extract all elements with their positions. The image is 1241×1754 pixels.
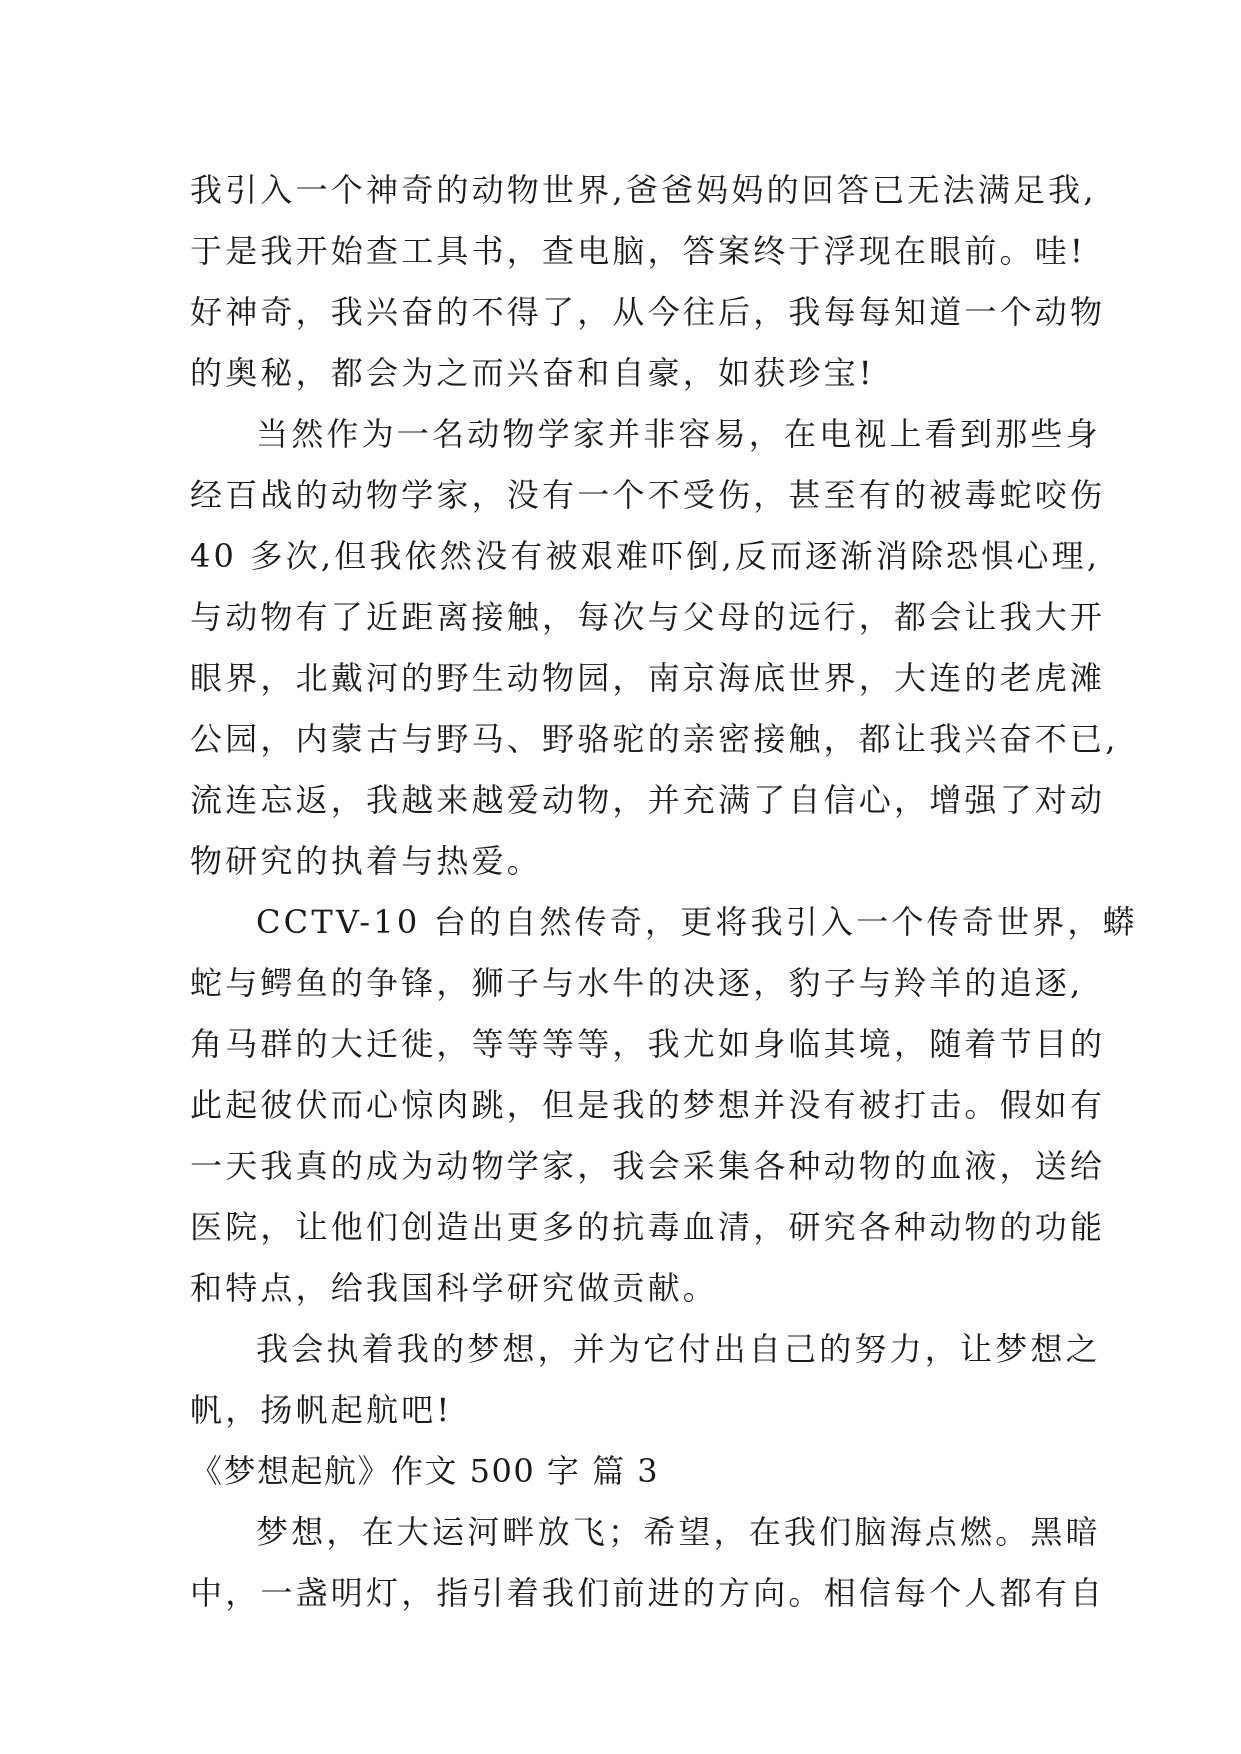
paragraph-first-line: 当然作为一名动物学家并非容易，在电视上看到那些身 xyxy=(256,415,1101,453)
paragraph-first-line: 梦想，在大运河畔放飞；希望，在我们脑海点燃。黑暗 xyxy=(256,1513,1101,1551)
body-line: 眼界，北戴河的野生动物园，南京海底世界，大连的老虎滩 xyxy=(190,659,1106,697)
body-line: 与动物有了近距离接触，每次与父母的远行，都会让我大开 xyxy=(190,598,1106,636)
body-line: 好神奇，我兴奋的不得了，从今往后，我每每知道一个动物 xyxy=(190,293,1106,331)
paragraph-first-line: CCTV-10 台的自然传奇，更将我引入一个传奇世界，蟒 xyxy=(256,903,1138,941)
body-line: 医院，让他们创造出更多的抗毒血清，研究各种动物的功能 xyxy=(190,1208,1106,1246)
body-line: 中，一盏明灯，指引着我们前进的方向。相信每个人都有自 xyxy=(190,1574,1106,1612)
body-line: 于是我开始查工具书，查电脑，答案终于浮现在眼前。哇! xyxy=(190,232,1087,270)
body-line: 和特点，给我国科学研究做贡献。 xyxy=(190,1269,719,1307)
body-line: 角马群的大迁徙，等等等等，我尤如身临其境，随着节目的 xyxy=(190,1025,1106,1063)
section-heading: 《梦想起航》作文 500 字 篇 3 xyxy=(190,1452,660,1490)
body-line: 的奥秘，都会为之而兴奋和自豪，如获珍宝! xyxy=(190,354,875,392)
body-line: 我引入一个神奇的动物世界,爸爸妈妈的回答已无法满足我, xyxy=(190,171,1097,209)
paragraph-first-line: 我会执着我的梦想，并为它付出自己的努力，让梦想之 xyxy=(256,1330,1101,1368)
body-line: 经百战的动物学家，没有一个不受伤，甚至有的被毒蛇咬伤 xyxy=(190,476,1106,514)
body-line: 流连忘返，我越来越爱动物，并充满了自信心，增强了对动 xyxy=(190,781,1106,819)
body-line: 蛇与鳄鱼的争锋，狮子与水牛的决逐，豹子与羚羊的追逐, xyxy=(190,964,1084,1002)
body-line: 公园，内蒙古与野马、野骆驼的亲密接触，都让我兴奋不已, xyxy=(190,720,1119,758)
body-line: 一天我真的成为动物学家，我会采集各种动物的血液，送给 xyxy=(190,1147,1106,1185)
document-body xyxy=(190,160,1138,1624)
body-line: 帆，扬帆起航吧! xyxy=(190,1391,453,1429)
body-line: 40 多次,但我依然没有被艰难吓倒,反而逐渐消除恐惧心理, xyxy=(190,537,1101,575)
body-line: 物研究的执着与热爱。 xyxy=(190,842,543,880)
body-line: 此起彼伏而心惊肉跳，但是我的梦想并没有被打击。假如有 xyxy=(190,1086,1106,1124)
